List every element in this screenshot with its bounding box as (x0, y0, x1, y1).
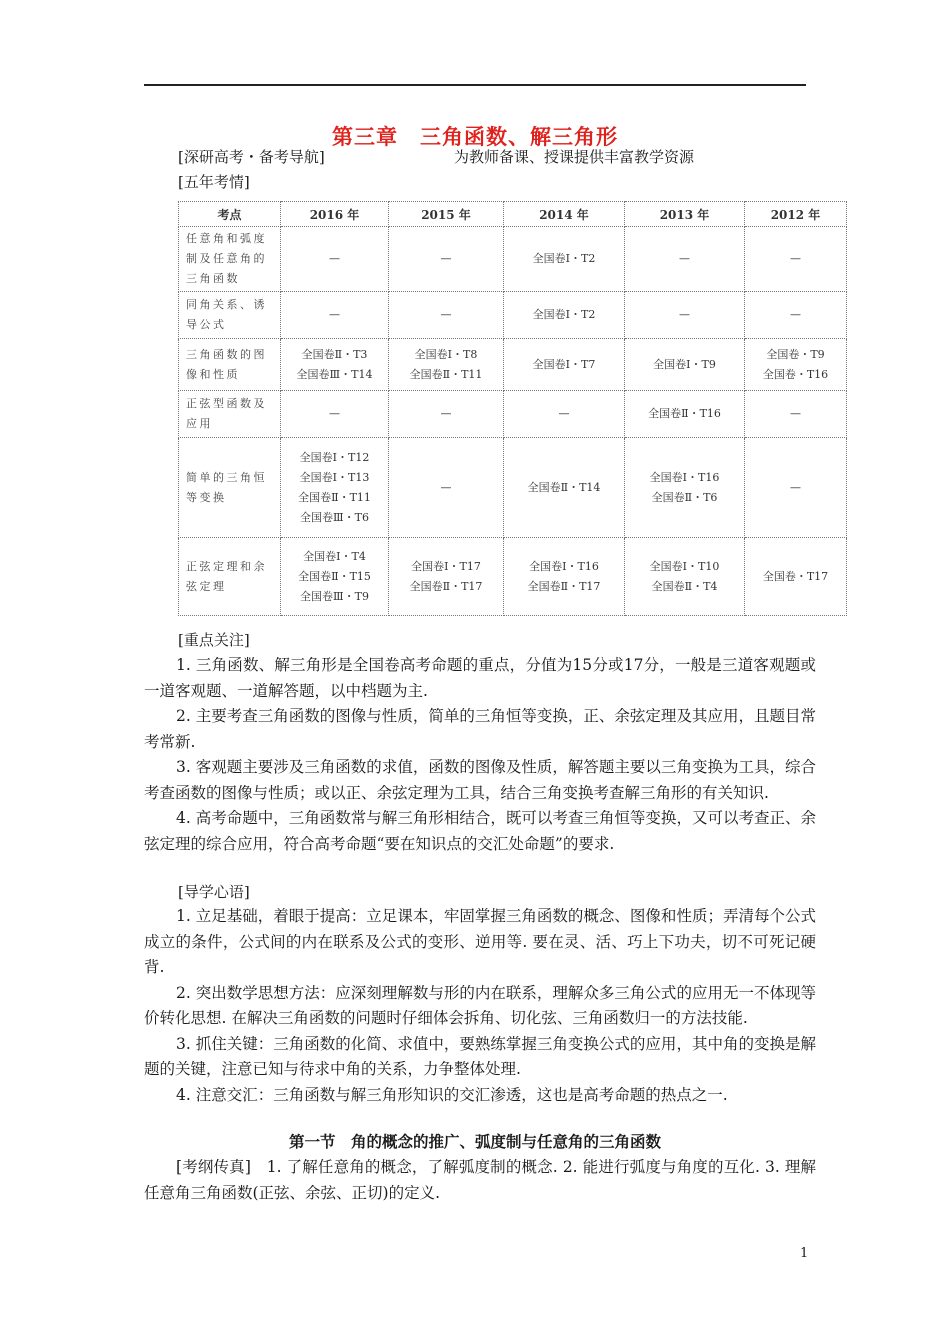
exam-cell (504, 292, 625, 339)
exam-cell (625, 438, 745, 538)
exam-cell (281, 292, 389, 339)
exam-entry: — (790, 252, 801, 265)
header-topic: 考点 (179, 202, 281, 227)
exam-entry: 全国卷Ⅰ・T12 (299, 450, 370, 464)
exam-entry: — (679, 252, 690, 265)
exam-entry: — (440, 407, 452, 420)
header-2015: 2015 年 (389, 202, 504, 227)
guide-note: 为教师备课、授课提供丰富教学资源 (454, 148, 695, 166)
exam-entry: 全国卷Ⅰ・T2 (532, 252, 596, 265)
exam-cell (281, 438, 389, 538)
exam-cell (389, 538, 504, 616)
exam-entry: — (679, 308, 690, 321)
exam-cell (281, 339, 389, 391)
exam-entry: 全国卷Ⅰ・T9 (653, 357, 716, 371)
exam-cell (625, 391, 745, 438)
exam-entry: 全国卷Ⅰ・T17 (411, 559, 481, 573)
exam-entry: 全国卷Ⅰ・T13 (299, 470, 370, 484)
exam-cell (625, 538, 745, 616)
exam-entry: 全国卷Ⅰ・T8 (414, 347, 478, 361)
exam-entry: 全国卷Ⅰ・T16 (529, 559, 599, 573)
exam-cell (745, 538, 847, 616)
exam-entry: 全国卷Ⅱ・T11 (409, 367, 483, 381)
exam-entry: — (440, 480, 452, 494)
exam-entry: — (329, 252, 340, 265)
topic-cell: 任意角和弧度制及任意角的三角函数 (179, 227, 281, 292)
exam-entry: — (440, 308, 452, 321)
exam-cell (504, 339, 625, 391)
exam-cell (389, 227, 504, 292)
guide-label: [深研高考・备考导航] (178, 148, 325, 166)
table-row (179, 538, 847, 616)
syllabus-text: [考纲传真] 1. 了解任意角的概念，了解弧度制的概念. 2. 能进行弧度与角度的互化. 3. 理解任意角三角函数(正弦、余弦、正切)的定义. (144, 1158, 816, 1202)
guide-item: 2. 突出数学思想方法：应深刻理解数与形的内在联系，理解众多三角公式的应用无一不体现等价转化思想. 在解决三角函数的问题时仔细体会拆角、切化弦、三角函数归一的方法技能. (144, 983, 816, 1027)
exam-cell (745, 391, 847, 438)
exam-entry: — (329, 308, 340, 321)
exam-entry: 全国卷Ⅱ・T17 (409, 579, 483, 593)
chapter-title: 第三章 三角函数、解三角形 (332, 124, 618, 149)
exam-entry: 全国卷Ⅱ・T3 (301, 347, 368, 361)
exam-entry: 全国卷Ⅲ・T9 (300, 589, 369, 603)
focus-item: 4. 高考命题中，三角函数常与解三角形相结合，既可以考查三角恒等变换，又可以考查正、余弦定理的综合应用，符合高考命题“要在知识点的交汇处命题”的要求. (144, 809, 816, 853)
guide-item: 4. 注意交汇：三角函数与解三角形知识的交汇渗透，这也是高考命题的热点之一. (176, 1085, 728, 1104)
guide-item: 3. 抓住关键：三角函数的化简、求值中，要熟练掌握三角变换公式的应用，其中角的变换是解题的关键，注意已知与待求中角的关系，力争整体处理. (144, 1034, 816, 1078)
exam-entry: — (790, 308, 801, 321)
exam-cell (281, 227, 389, 292)
topic-cell: 三角函数的图像和性质 (179, 339, 281, 391)
exam-entry: 全国卷Ⅰ・T2 (532, 308, 596, 321)
exam-entry: 全国卷Ⅰ・T7 (532, 357, 596, 371)
exam-entry: 全国卷・T17 (762, 569, 829, 583)
exam-entry: 全国卷Ⅱ・T17 (527, 579, 601, 593)
table-row (179, 339, 847, 391)
exam-entry: 全国卷Ⅱ・T15 (298, 569, 371, 583)
exam-entry: — (790, 407, 801, 420)
exam-cell (389, 292, 504, 339)
exam-cell (625, 292, 745, 339)
exam-entry: — (790, 480, 801, 494)
exam-cell (745, 292, 847, 339)
exam-entry: — (440, 252, 452, 265)
exam-cell (389, 391, 504, 438)
focus-item: 2. 主要考查三角函数的图像与性质，简单的三角恒等变换，正、余弦定理及其应用，且题目常考常新. (144, 707, 816, 751)
table-row (179, 227, 847, 292)
table-row (179, 292, 847, 339)
exam-label: [五年考情] (178, 173, 250, 191)
exam-entry: 全国卷Ⅱ・T16 (648, 407, 721, 420)
page-number: 1 (800, 1246, 809, 1261)
header-2012: 2012 年 (745, 202, 847, 227)
exam-entry: 全国卷Ⅱ・T14 (527, 480, 601, 494)
exam-entry: 全国卷Ⅱ・T4 (651, 579, 718, 593)
exam-cell (389, 438, 504, 538)
exam-entry: 全国卷Ⅰ・T10 (649, 559, 720, 573)
exam-cell (745, 339, 847, 391)
guide-item: 1. 立足基础，着眼于提高：立足课本，牢固掌握三角函数的概念、图像和性质；弄清每个公式成立的条件，公式间的内在联系及公式的变形、逆用等. 要在灵、活、巧上下功夫，切不可死记硬背. (144, 907, 816, 976)
exam-entry: 全国卷Ⅰ・T4 (303, 549, 366, 563)
topic-cell: 简单的三角恒等变换 (179, 438, 281, 538)
exam-cell (281, 391, 389, 438)
exam-cell (745, 227, 847, 292)
guide-words-label: [导学心语] (178, 883, 250, 901)
section-title: 第一节 角的概念的推广、弧度制与任意角的三角函数 (288, 1132, 661, 1151)
exam-cell (745, 438, 847, 538)
table-row (179, 391, 847, 438)
exam-cell (504, 438, 625, 538)
exam-cell (389, 339, 504, 391)
table-header-row (179, 202, 847, 227)
topic-cell: 正弦定理和余弦定理 (179, 538, 281, 616)
focus-item: 1. 三角函数、解三角形是全国卷高考命题的重点，分值为15分或17分，一般是三道客观题或一道客观题、一道解答题，以中档题为主. (144, 656, 816, 700)
focus-label: [重点关注] (178, 631, 250, 649)
header-2013: 2013 年 (625, 202, 745, 227)
exam-cell (504, 391, 625, 438)
exam-entry: 全国卷・T9 (766, 347, 825, 361)
exam-cell (504, 538, 625, 616)
header-rule (144, 84, 806, 86)
exam-entry: 全国卷・T16 (762, 367, 829, 381)
exam-cell (281, 538, 389, 616)
syllabus-section (144, 1155, 816, 1206)
exam-table (178, 201, 847, 616)
table-row (179, 438, 847, 538)
topic-cell: 正弦型函数及应用 (179, 391, 281, 438)
focus-section (144, 653, 816, 857)
focus-item: 3. 客观题主要涉及三角函数的求值，函数的图像及性质，解答题主要以三角变换为工具，综合考查函数的图像与性质；或以正、余弦定理为工具，结合三角变换考查解三角形的有关知识. (144, 758, 816, 802)
guide-section (144, 904, 816, 1108)
exam-entry: — (329, 407, 340, 420)
exam-entry: 全国卷Ⅲ・T14 (296, 367, 373, 381)
exam-entry: 全国卷Ⅰ・T16 (649, 470, 720, 484)
exam-entry: 全国卷Ⅱ・T6 (651, 490, 718, 504)
topic-cell: 同角关系、诱导公式 (179, 292, 281, 339)
exam-entry: 全国卷Ⅲ・T6 (300, 510, 369, 524)
exam-entry: 全国卷Ⅱ・T11 (298, 490, 371, 504)
exam-cell (504, 227, 625, 292)
exam-cell (625, 339, 745, 391)
exam-cell (625, 227, 745, 292)
exam-entry: — (558, 407, 570, 420)
header-2016: 2016 年 (281, 202, 389, 227)
header-2014: 2014 年 (504, 202, 625, 227)
